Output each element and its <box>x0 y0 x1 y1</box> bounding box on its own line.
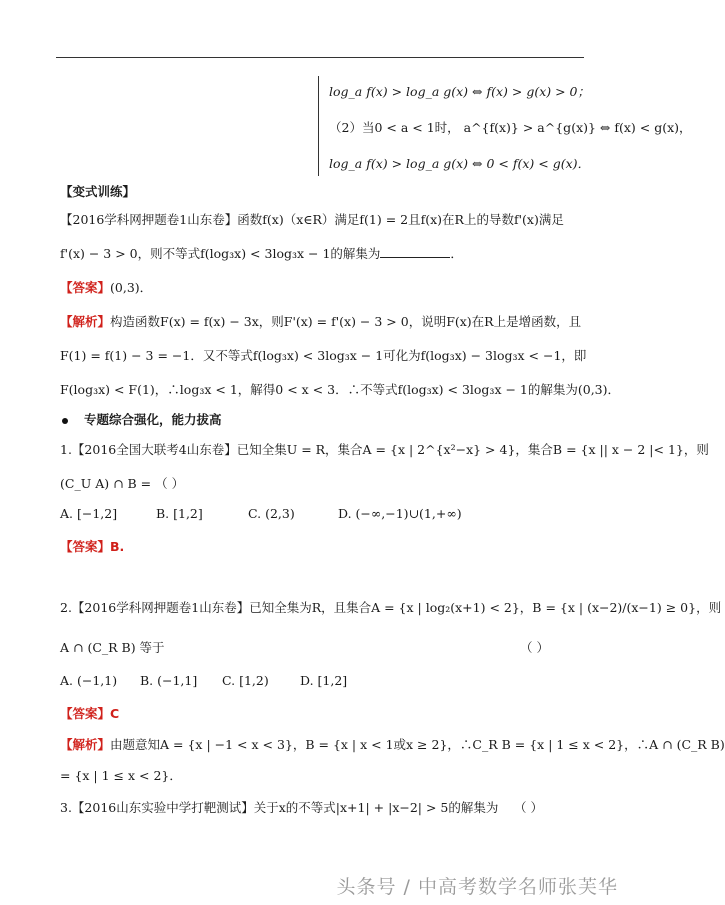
q3-answer-paren: （ ） <box>514 800 543 815</box>
bullet-heading-row <box>62 410 222 428</box>
q2-analysis-text-1: 由题意知A = {x | −1 < x < 3}，B = {x | x < 1或x ≥ 2}，∴C_R B = {x | 1 ≤ x < 2}，∴A ∩ (C_R B) <box>110 737 725 752</box>
variant-answer <box>60 278 152 296</box>
q2-analysis-line1 <box>60 735 725 753</box>
q2-option-c: C. [1,2) <box>222 673 269 688</box>
variant-stem-line2 <box>60 244 463 262</box>
q1-option-b: B. [1,2] <box>156 506 203 521</box>
q1-option-c: C. (2,3) <box>248 506 295 521</box>
header-rule <box>56 57 584 58</box>
variant-stem-line2-end: ． <box>450 246 463 261</box>
variant-analysis-line2: F(1) = f(1) − 3 = −1．又不等式f(log₃x) < 3log₃x − 1可化为f(log₃x) − 3log₃x < −1，即 <box>60 348 587 363</box>
q2-answer: 【答案】C <box>60 706 120 721</box>
box-line-3: log_a f(x) > log_a g(x) ⇔ 0 < f(x) < g(x)． <box>329 156 591 171</box>
analysis-label: 【解析】 <box>60 314 111 329</box>
variant-stem-line1: 【2016学科网押题卷1山东卷】函数f(x)（x∈R）满足f(1) = 2且f(x)在R上的导数f'(x)满足 <box>60 212 564 227</box>
q1-answer: 【答案】B. <box>60 539 125 554</box>
variant-analysis-line1 <box>60 312 581 330</box>
watermark: 头条号 / 中高考数学名师张芙华 <box>336 876 618 898</box>
q2-option-d: D. [1,2] <box>300 673 348 688</box>
q2-analysis-label: 【解析】 <box>60 737 111 752</box>
q2-option-a: A. (−1,1) <box>60 673 118 688</box>
answer-value: (0,3)． <box>110 280 153 295</box>
q1-option-d: D. (−∞,−1)∪(1,+∞) <box>338 506 462 521</box>
section-heading: 【变式训练】 <box>60 184 136 199</box>
box-line-2: （2）当0 < a < 1时， a^{f(x)} > a^{g(x)} ⇔ f(x) < g(x)， <box>329 120 692 135</box>
q2-stem-line2: A ∩ (C_R B) 等于 <box>60 640 165 655</box>
box-line-1: log_a f(x) > log_a g(x) ⇔ f(x) > g(x) > 0； <box>329 84 591 99</box>
analysis-text-1: 构造函数F(x) = f(x) − 3x，则F'(x) = f'(x) − 3 > 0，说明F(x)在R上是增函数，且 <box>110 314 582 329</box>
q1-stem-line1: 1.【2016全国大联考4山东卷】已知全集U = R，集合A = {x | 2^{x²−x} > 4}，集合B = {x || x − 2 |< 1}，则 <box>60 442 709 457</box>
q2-stem-line1: 2.【2016学科网押题卷1山东卷】已知全集为R，且集合A = {x | log₂(x+1) < 2}，B = {x | (x−2)/(x−1) ≥ 0}，则 <box>60 600 722 615</box>
q2-analysis-line2: = {x | 1 ≤ x < 2}． <box>60 768 182 783</box>
variant-analysis-line3: F(log₃x) < F(1)，∴log₃x < 1，解得0 < x < 3．∴不等式f(log₃x) < 3log₃x − 1的解集为(0,3)． <box>60 382 620 397</box>
bullet-icon <box>62 418 68 424</box>
q2-answer-paren: （ ） <box>520 640 549 655</box>
q3-stem: 3.【2016山东实验中学打靶测试】关于x的不等式|x+1| + |x−2| > 5的解集为 <box>60 800 499 815</box>
answer-label: 【答案】 <box>60 280 111 295</box>
q2-option-b: B. (−1,1] <box>140 673 198 688</box>
answer-blank <box>380 245 450 258</box>
q1-stem-line2: (C_U A) ∩ B = （ ） <box>60 476 185 491</box>
q1-option-a: A. [−1,2] <box>60 506 118 521</box>
bullet-heading: 专题综合强化，能力拔高 <box>84 412 222 427</box>
summary-box <box>318 76 692 176</box>
variant-stem-line2-text: f'(x) − 3 > 0，则不等式f(log₃x) < 3log₃x − 1的解集为 <box>60 246 381 261</box>
